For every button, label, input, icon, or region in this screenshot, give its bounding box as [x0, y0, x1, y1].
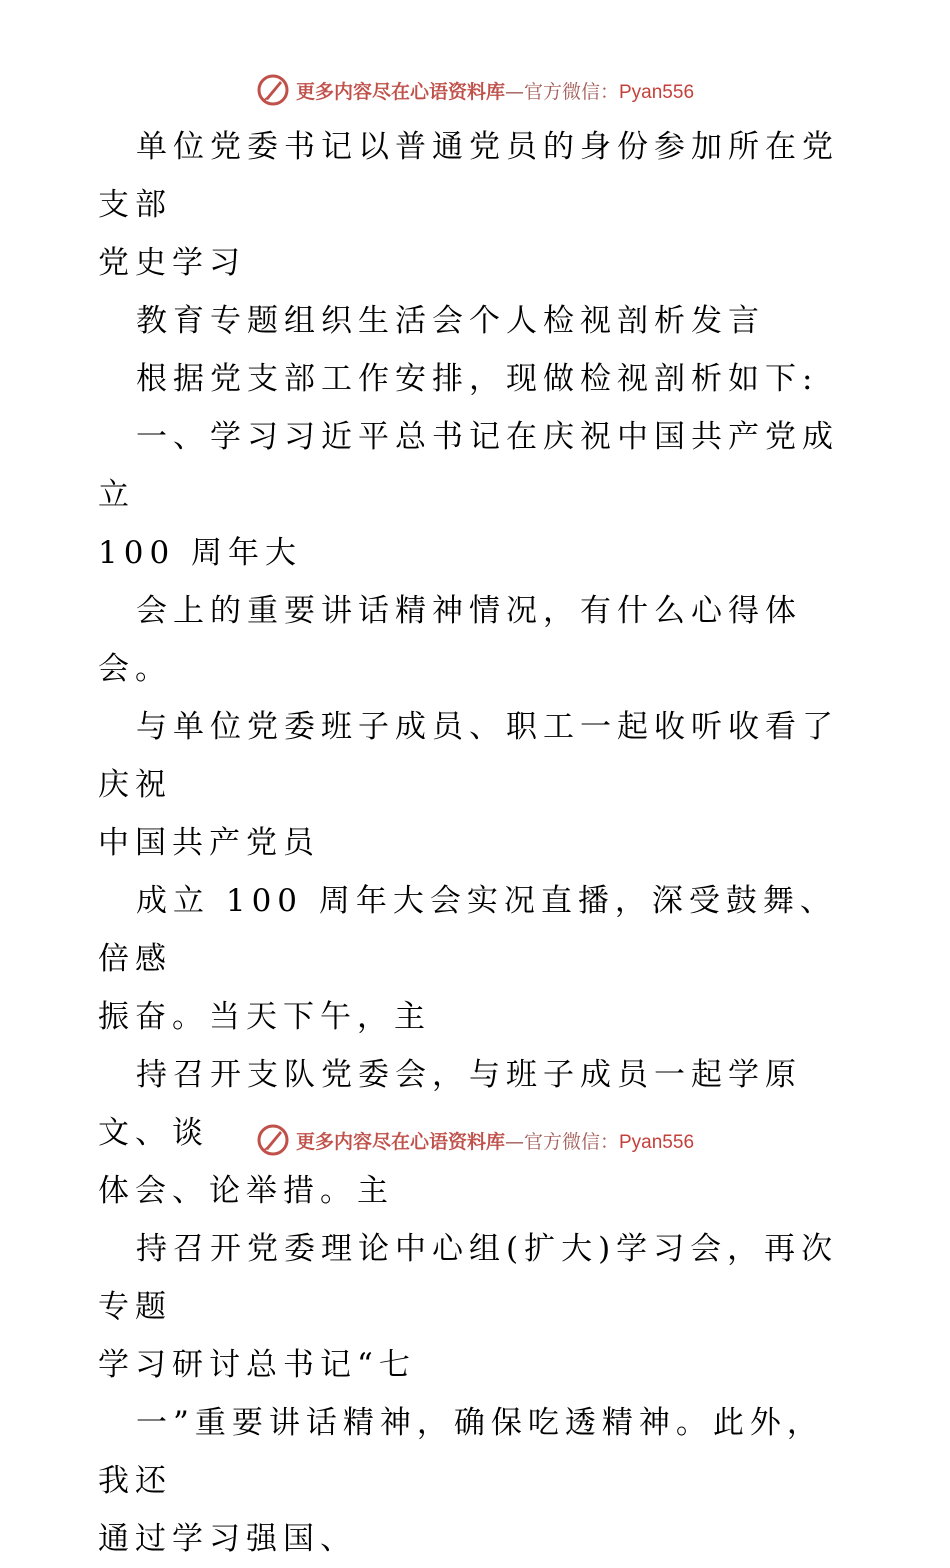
paragraph-4-line1: 一、学习习近平总书记在庆祝中国共产党成立	[98, 419, 839, 513]
paragraph-6	[98, 698, 858, 872]
banner-separator: —	[504, 80, 524, 103]
paragraph-5	[98, 582, 858, 698]
banner-main-text: 更多内容尽在心语资料库	[295, 80, 505, 103]
paragraph-10	[98, 1394, 858, 1568]
banner-suffix: 官方微信：	[523, 1130, 619, 1153]
paragraph-10-line2: 通过学习强国、	[98, 1521, 357, 1557]
paragraph-9-line2: 学习研讨总书记“七	[98, 1347, 416, 1383]
document-body	[98, 118, 858, 1568]
paragraph-2	[98, 292, 858, 350]
paragraph-9-line1: 持召开党委理论中心组(扩大)学习会，再次专题	[98, 1231, 839, 1325]
paragraph-5-line1: 会上的重要讲话精神情况，有什么心得体会。	[98, 593, 802, 687]
quill-circle-icon	[256, 1123, 290, 1157]
paragraph-10-line1: 一”重要讲话精神，确保吃透精神。此外，我还	[98, 1405, 824, 1499]
paragraph-1-line2: 党史学习	[98, 245, 246, 281]
banner-wechat-id: Pyan556	[619, 1131, 695, 1153]
paragraph-1-line1: 单位党委书记以普通党员的身份参加所在党支部	[98, 129, 839, 223]
footer-banner	[0, 1120, 950, 1160]
paragraph-3	[98, 350, 858, 408]
paragraph-6-line1: 与单位党委班子成员、职工一起收听收看了庆祝	[98, 709, 839, 803]
paragraph-7-line2: 振奋。当天下午，主	[98, 999, 431, 1035]
paragraph-7	[98, 872, 858, 1046]
header-banner	[0, 70, 950, 110]
paragraph-4	[98, 408, 858, 582]
banner-suffix: 官方微信：	[523, 80, 619, 103]
banner-separator: —	[504, 1130, 524, 1153]
paragraph-8-line2: 体会、论举措。主	[98, 1173, 394, 1209]
paragraph-8-line1: 持召开支队党委会，与班子成员一起学原文、谈	[98, 1057, 802, 1151]
banner-text	[296, 77, 694, 104]
paragraph-1	[98, 118, 858, 292]
banner-text	[296, 1127, 694, 1154]
paragraph-2-line1: 教育专题组织生活会个人检视剖析发言	[136, 303, 765, 339]
paragraph-9	[98, 1220, 858, 1394]
paragraph-7-line1: 成立 100 周年大会实况直播，深受鼓舞、倍感	[98, 883, 837, 977]
paragraph-3-line1: 根据党支部工作安排，现做检视剖析如下:	[136, 361, 819, 397]
banner-main-text: 更多内容尽在心语资料库	[295, 1130, 505, 1153]
paragraph-4-line2: 100 周年大	[98, 535, 303, 571]
quill-circle-icon	[256, 73, 290, 107]
paragraph-6-line2: 中国共产党员	[98, 825, 320, 861]
banner-wechat-id: Pyan556	[619, 81, 695, 103]
